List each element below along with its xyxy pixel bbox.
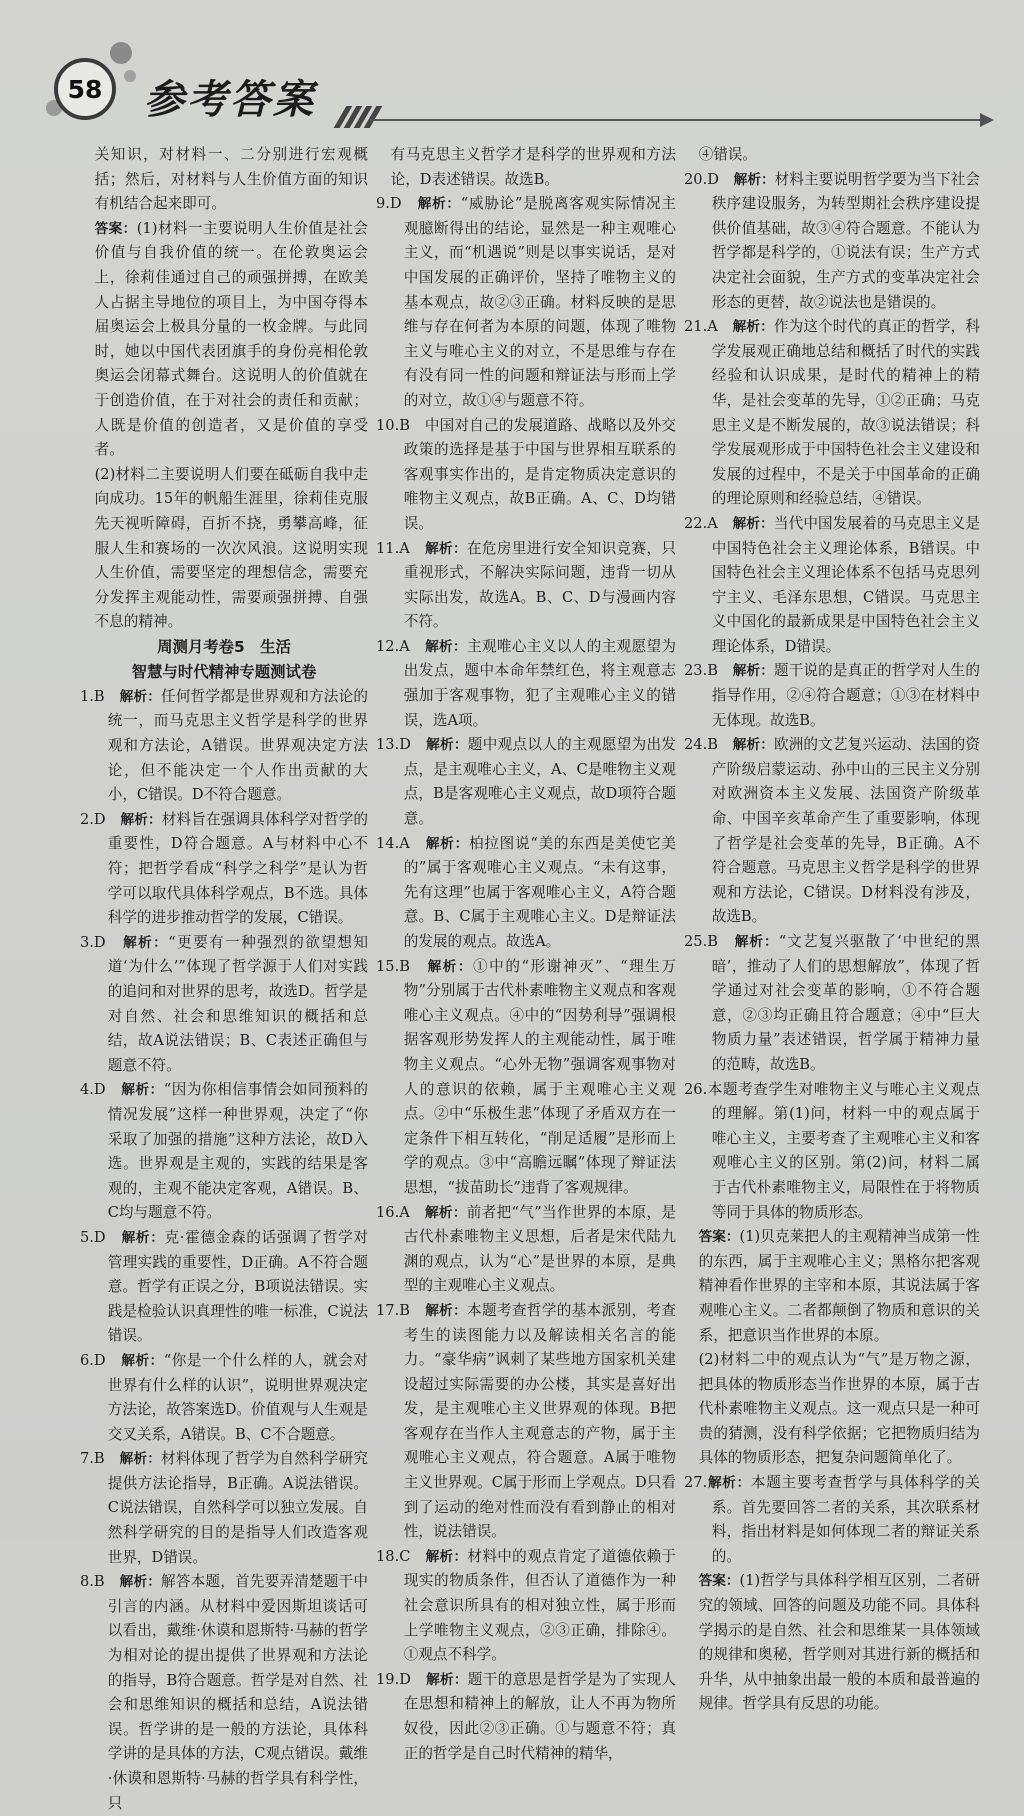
explanation: 本题主要考查哲学与具体科学的关系。首先要回答二者的关系，其次联系材料，指出材料是如何体现二者的辩证关系的。 bbox=[711, 1474, 980, 1565]
question-number: 18.C bbox=[376, 1547, 426, 1565]
explanation: 在危房里进行安全知识竞赛，只重视形式，不解决实际问题，违背一切从实际出发，故选A。B、C、D与漫画内容不符。 bbox=[403, 539, 676, 631]
question-number: 15.B bbox=[376, 957, 428, 975]
question-number: 19.D bbox=[376, 1670, 427, 1688]
continued-text: 有马克思主义哲学才是科学的世界观和方法论，D表述错误。故选B。 bbox=[390, 146, 676, 188]
explanation: 主观唯心主义以人的主观愿望为出发点，题中本命年禁红色，将主观意志强加于客观事物，犯了主观唯心主义的错误，选A项。 bbox=[403, 637, 676, 729]
section-subtitle: 智慧与时代精神专题测试卷 bbox=[131, 662, 317, 681]
question-answer: 20.D 解析：材料主要说明哲学要为当下社会秩序建设服务，为转型期社会秩序建设提供价值基础，故③④符合题意。不能认为哲学都是科学的，①说法有误；生产方式决定社会面貌，生产方式的变革决定社会形态的更替，故②说法也是错误的。 bbox=[684, 170, 980, 311]
question-number: 11.A bbox=[376, 539, 426, 557]
explanation: 题干说的是真正的哲学对人生的指导作用，②④符合题意；①③在材料中无体现。故选B。 bbox=[711, 662, 981, 729]
explanation: 作为这个时代的真正的哲学，科学发展观正确地总结和概括了时代的实践经验和认识成果，是时代的精神上的精华，是社会变革的先导，①②正确；马克思主义是不断发展的，故③说法错误；科学发展观形成于中国特色社会主义建设和发展的过程中，不是关于中国革命的正确的理论原则和经验总结，④错误。 bbox=[711, 318, 980, 508]
explanation: 克·霍德金森的话强调了哲学对管理实践的重要性，D正确。A不符合题意。哲学有正误之分，B项说法错误。实践是检验认识真理性的唯一标准，C说法错误。 bbox=[107, 1228, 369, 1345]
question-answer: 17.B 解析：本题考查哲学的基本派别，考查考生的读图能力以及解读相关名言的能力。“豪华病”讽刺了某些地方国家机关建设超过实际需要的办公楼，其实是喜好出发，是主观唯心主义世界观的体现。B把客观存在当作人主观意志的产物，属于主观唯心主义观点，符合题意。A属于唯物主义世界观。C属于形而上学观点。D只看到了运动的绝对性而没有看到静止的相对性，说法错误。 bbox=[376, 1301, 676, 1541]
question-answer: 27.解析：本题主要考查哲学与具体科学的关系。首先要回答二者的关系，其次联系材料，指出材料是如何体现二者的辩证关系的。 bbox=[684, 1474, 980, 1565]
explanation: 欧洲的文艺复兴运动、法国的资产阶级启蒙运动、孙中山的三民主义分别对欧洲资本主义发展、法国资产阶级革命、中国辛亥革命产生了重要影响，体现了哲学是社会变革的先导，B正确。A不符合题意。马克思主义哲学是科学的世界观和方法论，C错误。D材料没有涉及，故选B。 bbox=[711, 736, 981, 926]
question-number: 27. bbox=[684, 1474, 708, 1492]
question-answer: 3.D 解析：“更要有一种强烈的欲望想知道‘为什么’”体现了哲学源于人们对实践的追问和对世界的思考，故选D。哲学是对自然、社会和思维知识的概括和总结，故A说法错误；B、C表述正确但与题意不符。 bbox=[80, 933, 369, 1074]
continued-text: ④错误。 bbox=[698, 146, 757, 163]
question-answer: 9.D 解析：“威胁论”是脱离客观实际情况主观臆断得出的结论，显然是一种主观唯心主义，而“机遇说”则是以事实说话，是对中国发展的正确评价，坚持了唯物主义的基本观点，故②③正确。材料反映的是思维与存在何者为本原的问题，体现了唯物主义与唯心主义的对立，不是思维与存在有没有同一性的问题和辩证法与形而上学的对立，故①④与题意不符。 bbox=[376, 195, 676, 409]
question-number: 25.B bbox=[684, 933, 735, 950]
question-answer: 6.D 解析：“你是一个什么样的人，就会对世界有什么样的认识”，说明世界观决定方法论，故答案选D。价值观与人生观是交叉关系，A错误。B、C不合题意。 bbox=[80, 1351, 369, 1443]
explanation: 解答本题，首先要弄清楚题干中引言的内涵。从材料中爱因斯坦谈话可以看出，戴维·休谟和恩斯特·马赫的哲学为相对论的提出提供了世界观和方法论的指导，B符合题意。哲学是对自然、社会和思维知识的概括和总结，A说法错误。哲学讲的是一般的方法论，具体科学讲的是具体的方法，C观点错误。戴维·休谟和恩斯特·马赫的哲学具有科学性，只 bbox=[107, 1573, 368, 1812]
question-number: 22.A bbox=[684, 514, 733, 532]
question-number: 4.D bbox=[80, 1081, 122, 1099]
explanation: “更要有一种强烈的欲望想知道‘为什么’”体现了哲学源于人们对实践的追问和对世界的思考，故选D。哲学是对自然、社会和思维知识的概括和总结，故A说法错误；B、C表述正确但与题意不符。 bbox=[107, 933, 369, 1074]
question-answer: 16.A 解析：前者把“气”当作世界的本原，是古代朴素唯物主义思想，后者是宋代陆九渊的观点，认为“心”是世界的本原，是典型的主观唯心主义观点。 bbox=[376, 1203, 676, 1295]
explanation: “你是一个什么样的人，就会对世界有什么样的认识”，说明世界观决定方法论，故答案选D。价值观与人生观是交叉关系，A错误。B、C不合题意。 bbox=[107, 1351, 369, 1443]
explanation: 前者把“气”当作世界的本原，是古代朴素唯物主义思想，后者是宋代陆九渊的观点，认为“心”是世界的本原，是典型的主观唯心主义观点。 bbox=[403, 1203, 676, 1295]
question-number: 2.D bbox=[80, 810, 121, 828]
question-answer: 12.A 解析：主观唯心主义以人的主观愿望为出发点，题中本命年禁红色，将主观意志强加于客观事物，犯了主观唯心主义的错误，选A项。 bbox=[376, 637, 676, 729]
question-number: 26. bbox=[684, 1080, 708, 1098]
page-number: 58 bbox=[54, 58, 116, 120]
question-number: 6.D bbox=[80, 1351, 122, 1369]
question-number: 3.D bbox=[80, 933, 124, 951]
answer-block bbox=[684, 1569, 980, 1717]
page-header bbox=[40, 40, 1000, 135]
explanation: 当代中国发展着的马克思主义是中国特色社会主义理论体系，B错误。中国特色社会主义理论体系不包括马克思列宁主义、毛泽东思想，C错误。马克思主义中国化的最新成果是中国特色社会主义理论体系，D错误。 bbox=[711, 514, 980, 655]
question-number: 12.A bbox=[376, 637, 426, 655]
explanation: 柏拉图说“美的东西是美使它美的”属于客观唯心主义观点。“未有这事，先有这理”也属于客观唯心主义，A符合题意。B、C属于主观唯心主义。D是辩证法的发展的观点。故选A。 bbox=[403, 834, 677, 950]
column-left bbox=[80, 143, 368, 1816]
question-answer: 4.D 解析：“因为你相信事情会如同预料的情况发展”这样一种世界观，决定了“你采取了加强的措施”这种方法论，故D入选。世界观是主观的，实践的结果是客观的，主观不能决定客观，A错误。B、C均与题意不符。 bbox=[80, 1081, 369, 1222]
explanation: ①中的“形谢神灭”、“理生万物”分别属于古代朴素唯物主义观点和客观唯心主义观点。④中的“因势利导”强调根据客观形势发挥人的主观能动性，属于唯物主义观点。“心外无物”强调客观事物对人的意识的依赖，属于主观唯心主义观点。②中“乐极生悲”体现了矛盾双方在一定条件下相互转化，“削足适履”是形而上学的观点。③中“高瞻远瞩”体现了辩证法思想，“拔苗助长”违背了客观规律。 bbox=[403, 957, 677, 1196]
question-number: 13.D bbox=[376, 736, 427, 754]
question-answer: 22.A 解析：当代中国发展着的马克思主义是中国特色社会主义理论体系，B错误。中国特色社会主义理论体系不包括马克思列宁主义、毛泽东思想，C错误。马克思主义中国化的最新成果是中国特色社会主义理论体系，D错误。 bbox=[684, 514, 980, 655]
question-answer: 24.B 解析：欧洲的文艺复兴运动、法国的资产阶级启蒙运动、孙中山的三民主义分别对欧洲资本主义发展、法国资产阶级革命、中国辛亥革命产生了重要影响，体现了哲学是社会变革的先导，B正确。A不符合题意。马克思主义哲学是科学的世界观和方法论，C错误。D材料没有涉及，故选B。 bbox=[684, 736, 981, 926]
explanation: 材料体现了哲学为自然科学研究提供方法论指导，B正确。A说法错误。C说法错误，自然科学可以独立发展。自然科学研究的目的是指导人们改造客观世界，D错误。 bbox=[107, 1450, 368, 1566]
question-answer: 1.B 解析：任何哲学都是世界观和方法论的统一，而马克思主义哲学是科学的世界观和方法论，A错误。世界观决定方法论，但不能决定一个人作出贡献的大小，C错误。D不符合题意。 bbox=[80, 687, 368, 804]
question-answer: 5.D 解析：克·霍德金森的话强调了哲学对管理实践的重要性，D正确。A不符合题意。哲学有正误之分，B项说法错误。实践是检验认识真理性的唯一标准，C说法错误。 bbox=[80, 1228, 369, 1345]
column-right bbox=[684, 143, 980, 1717]
column-middle bbox=[376, 143, 676, 1766]
question-number: 14.A bbox=[376, 834, 426, 852]
question-number: 21.A bbox=[684, 318, 733, 336]
question-answer: 18.C 解析：材料中的观点肯定了道德依赖于现实的物质条件，但否认了道德作为一种社会意识所具有的相对独立性，属于形而上学唯物主义观点，②③正确，排除④。①观点不科学。 bbox=[376, 1547, 676, 1664]
answer-text: (2)材料二中的观点认为“气”是万物之源，把具体的物质形态当作世界的本原，属于古代朴素唯物主义观点。这一观点只是一种可贵的猜测，没有科学依据；它把物质归结为具体的物质形态，把复杂问题简单化了。 bbox=[698, 1351, 980, 1467]
answer-text: (1)哲学与具体科学相互区别，二者研究的领域、回答的问题及功能不同。具体科学揭示的是自然、社会和思维某一具体领域的规律和奥秘，哲学则对其进行新的概括和升华，从中抽象出最一般的本质和最普遍的规律。哲学具有反思的功能。 bbox=[698, 1572, 980, 1713]
question-answer: 19.D 解析：题干的意思是哲学是为了实现人在思想和精神上的解放，让人不再为物所奴役，因此②③正确。①与题意不符；真正的哲学是自己时代精神的精华， bbox=[376, 1670, 676, 1762]
question-answer bbox=[684, 1078, 980, 1226]
answer-block bbox=[80, 217, 368, 463]
decor-dot bbox=[110, 42, 132, 64]
question-answer: 13.D 解析：题中观点以人的主观愿望为出发点，是主观唯心主义，A、C是唯物主义观点，B是客观唯心主义观点，故D项符合题意。 bbox=[376, 736, 676, 828]
question-answer: 7.B 解析：材料体现了哲学为自然科学研究提供方法论指导，B正确。A说法错误。C说法错误，自然科学可以独立发展。自然科学研究的目的是指导人们改造客观世界，D错误。 bbox=[80, 1450, 368, 1566]
question-answer: 14.A 解析：柏拉图说“美的东西是美使它美的”属于客观唯心主义观点。“未有这事，先有这理”也属于客观唯心主义，A符合题意。B、C属于主观唯心主义。D是辩证法的发展的观点。故选A。 bbox=[376, 834, 677, 950]
section-title: 周测月考卷5 生活 bbox=[157, 637, 291, 656]
question-answer: 11.A 解析：在危房里进行安全知识竞赛，只重视形式，不解决实际问题，违背一切从实际出发，故选A。B、C、D与漫画内容不符。 bbox=[376, 539, 676, 631]
question-number: 1.B bbox=[80, 687, 120, 705]
question-number: 16.A bbox=[376, 1203, 425, 1221]
answer-block bbox=[684, 1225, 980, 1348]
question-number: 20.D bbox=[684, 170, 734, 188]
explanation: 本题考查学生对唯物主义与唯心主义观点的理解。第(1)问，材料一中的观点属于唯心主义，主要考查了主观唯心主义和客观唯心主义的区别。第(2)问，材料二属于古代朴素唯物主义，局限性在于将物质等同于具体的物质形态。 bbox=[707, 1080, 980, 1221]
explanation: 材料旨在强调具体科学对哲学的重要性，D符合题意。A与材料中心不符；把哲学看成“科学之科学”是认为哲学可以取代具体科学观点，B不选。具体科学的进步推动哲学的发展，C错误。 bbox=[107, 810, 368, 927]
answer-label: 答案： bbox=[698, 1229, 740, 1246]
question-answer: 21.A 解析：作为这个时代的真正的哲学，科学发展观正确地总结和概括了时代的实践经验和认识成果，是时代的精神上的精华，是社会变革的先导，①②正确；马克思主义是不断发展的，故③说法错误；科学发展观形成于中国特色社会主义建设和发展的过程中，不是关于中国革命的正确的理论原则和经验总结，④错误。 bbox=[684, 318, 980, 508]
question-number: 7.B bbox=[80, 1450, 120, 1468]
explanation: 题干的意思是哲学是为了实现人在思想和精神上的解放，让人不再为物所奴役，因此②③正确。①与题意不符；真正的哲学是自己时代精神的精华， bbox=[403, 1670, 676, 1762]
question-number: 8.B bbox=[80, 1573, 120, 1591]
explanation: “文艺复兴驱散了‘中世纪的黑暗’，推动了人们的思想解放”，体现了哲学通过对社会变革的影响，①不符合题意，②③均正确且符合题意；④中“巨大物质力量”表述错误，哲学属于精神力量的范畴，故选B。 bbox=[711, 933, 981, 1073]
answer-label: 答案： bbox=[698, 1573, 740, 1590]
explanation: “因为你相信事情会如同预料的情况发展”这样一种世界观，决定了“你采取了加强的措施”这种方法论，故D入选。世界观是主观的，实践的结果是客观的，主观不能决定客观，A错误。B、C均与题意不符。 bbox=[107, 1081, 369, 1222]
question-number: 10.B bbox=[376, 416, 425, 434]
answer-label: 答案： bbox=[94, 220, 137, 237]
explanation: “威胁论”是脱离客观实际情况主观臆断得出的结论，显然是一种主观唯心主义，而“机遇说”则是以事实说话，是对中国发展的正确评价，坚持了唯物主义的基本观点，故②③正确。材料反映的是思维与存在何者为本原的问题，体现了唯物主义与唯心主义的对立，不是思维与存在有没有同一性的问题和辩证法与形而上学的对立，故①④与题意不符。 bbox=[403, 195, 676, 409]
answer-text: (1)贝克莱把人的主观精神当成第一性的东西，属于主观唯心主义；黑格尔把客观精神看作世界的主宰和本原，其说法属于客观唯心主义。二者都颠倒了物质和意识的关系，把意识当作世界的本原。 bbox=[698, 1228, 980, 1344]
question-answer: 2.D 解析：材料旨在强调具体科学对哲学的重要性，D符合题意。A与材料中心不符；把哲学看成“科学之科学”是认为哲学可以取代具体科学观点，B不选。具体科学的进步推动哲学的发展，C错误。 bbox=[80, 810, 368, 927]
question-number: 17.B bbox=[376, 1301, 426, 1319]
question-number: 24.B bbox=[684, 736, 733, 754]
question-answer: 15.B 解析：①中的“形谢神灭”、“理生万物”分别属于古代朴素唯物主义观点和客观唯心主义观点。④中的“因势利导”强调根据客观形势发挥人的主观能动性，属于唯物主义观点。“心外无物”强调客观事物对人的意识的依赖，属于主观唯心主义观点。②中“乐极生悲”体现了矛盾双方在一定条件下相互转化，“削足适履”是形而上学的观点。③中“高瞻远瞩”体现了辩证法思想，“拔苗助长”违背了客观规律。 bbox=[376, 957, 677, 1196]
question-number: 23.B bbox=[684, 662, 733, 680]
question-number: 9.D bbox=[376, 195, 418, 213]
question-number: 5.D bbox=[80, 1228, 122, 1246]
answer-text: (2)材料二主要说明人们要在砥砺自我中走向成功。15年的帆船生涯里，徐莉佳克服先天视听障碍，百折不挠，勇攀高峰，征服人生和赛场的一次次风浪。这说明实现人生价值，需要坚定的理想信念，需要充分发挥主观能动性，需要顽强拼搏、自强不息的精神。 bbox=[94, 465, 368, 631]
explanation: 材料主要说明哲学要为当下社会秩序建设服务，为转型期社会秩序建设提供价值基础，故③④符合题意。不能认为哲学都是科学的，①说法有误；生产方式决定社会面貌，生产方式的变革决定社会形态的更替，故②说法也是错误的。 bbox=[711, 170, 980, 311]
explanation: 中国对自己的发展道路、战略以及外交政策的选择是基于中国与世界相互联系的客观事实作出的，是肯定物质决定意识的唯物主义观点，故B正确。A、C、D均错误。 bbox=[403, 416, 676, 532]
decor-dot bbox=[124, 70, 136, 82]
explanation: 题中观点以人的主观愿望为出发点，是主观唯心主义，A、C是唯物主义观点，B是客观唯心主义观点，故D项符合题意。 bbox=[403, 736, 676, 828]
answer-intro: 关知识，对材料一、二分别进行宏观概括；然后，对材料与人生价值方面的知识有机结合起来即可。 bbox=[94, 146, 368, 213]
explanation: 本题考查哲学的基本派别，考查考生的读图能力以及解读相关名言的能力。“豪华病”讽刺了某些地方国家机关建设超过实际需要的办公楼，其实是喜好出发，是主观唯心主义世界观的体现。B把客观存在当作人主观意志的产物，属于主观唯心主义观点，符合题意。A属于唯物主义世界观。C属于形而上学观点。D只看到了运动的绝对性而没有看到静止的相对性，说法错误。 bbox=[403, 1301, 676, 1541]
explanation: 任何哲学都是世界观和方法论的统一，而马克思主义哲学是科学的世界观和方法论，A错误。世界观决定方法论，但不能决定一个人作出贡献的大小，C错误。D不符合题意。 bbox=[107, 687, 368, 804]
question-answer: 23.B 解析：题干说的是真正的哲学对人生的指导作用，②④符合题意；①③在材料中无体现。故选B。 bbox=[684, 662, 981, 729]
question-answer bbox=[376, 414, 676, 537]
question-answer: 8.B 解析：解答本题，首先要弄清楚题干中引言的内涵。从材料中爱因斯坦谈话可以看出，戴维·休谟和恩斯特·马赫的哲学为相对论的提出提供了世界观和方法论的指导，B符合题意。哲学是对自然、社会和思维知识的概括和总结，A说法错误。哲学讲的是一般的方法论，具体科学讲的是具体的方法，C观点错误。戴维·休谟和恩斯特·马赫的哲学具有科学性，只 bbox=[80, 1573, 368, 1812]
explanation: 材料中的观点肯定了道德依赖于现实的物质条件，但否认了道德作为一种社会意识所具有的相对独立性，属于形而上学唯物主义观点，②③正确，排除④。①观点不科学。 bbox=[403, 1547, 676, 1664]
arrow-icon bbox=[980, 113, 994, 127]
header-rule bbox=[370, 119, 982, 121]
answer-text: (1)材料一主要说明人生价值是社会价值与自我价值的统一。在伦敦奥运会上，徐莉佳通过自己的顽强拼搏，在欧美人占据主导地位的项目上，为中国夺得本届奥运会上极具分量的一枚金牌。与此同时，她以中国代表团旗手的身份亮相伦敦奥运会闭幕式舞台。这说明人的价值就在于创造价值，在于对社会的责任和贡献；人既是价值的创造者，又是价值的享受者。 bbox=[94, 219, 368, 459]
question-answer: 25.B 解析：“文艺复兴驱散了‘中世纪的黑暗’，推动了人们的思想解放”，体现了哲学通过对社会变革的影响，①不符合题意，②③均正确且符合题意；④中“巨大物质力量”表述错误，哲学属于精神力量的范畴，故选B。 bbox=[684, 933, 981, 1073]
page-title: 参考答案 bbox=[144, 77, 316, 123]
